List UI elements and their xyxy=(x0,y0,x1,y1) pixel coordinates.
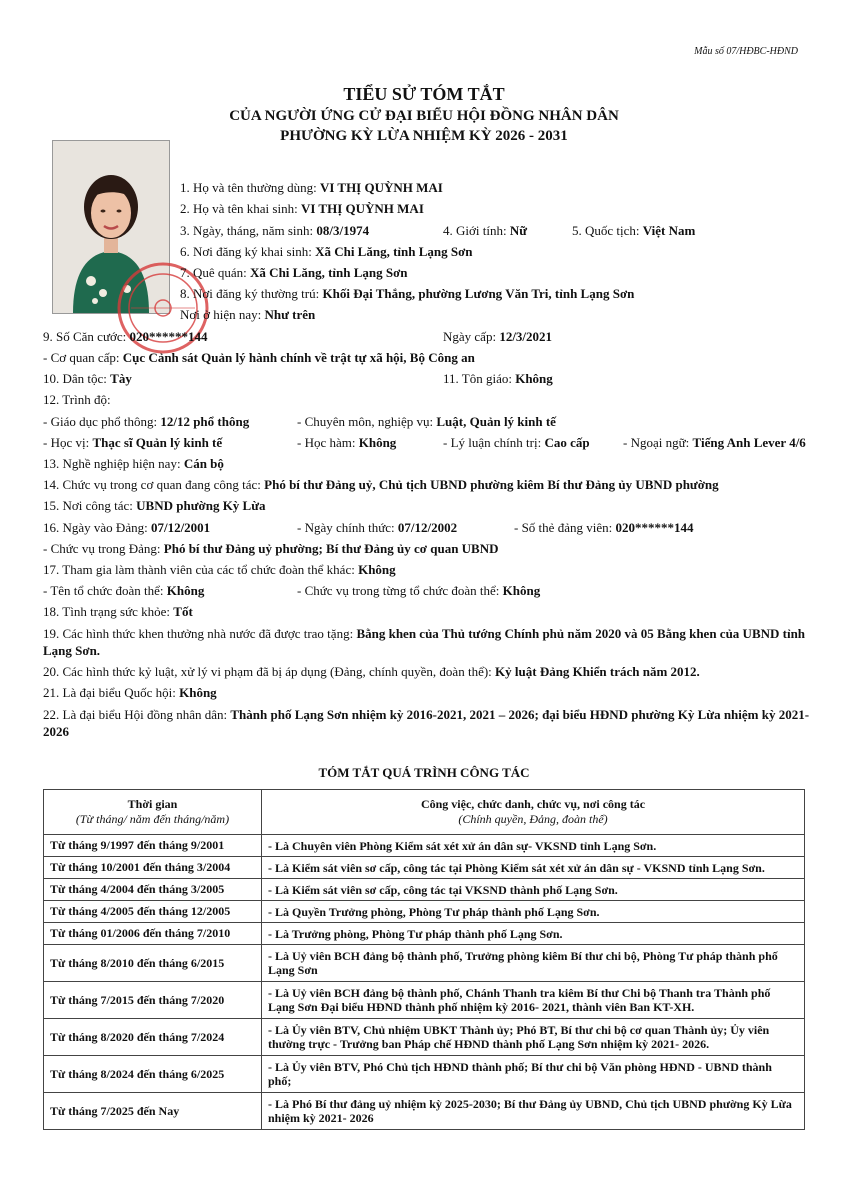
period-cell: Từ tháng 8/2024 đến tháng 6/2025 xyxy=(44,1056,262,1093)
period-cell: Từ tháng 01/2006 đến tháng 7/2010 xyxy=(44,923,262,945)
period-cell: Từ tháng 4/2004 đến tháng 3/2005 xyxy=(44,879,262,901)
field-health: 18. Tình trạng sức khỏe: Tốt xyxy=(43,604,193,619)
field-common-name: 1. Họ và tên thường dùng: VI THỊ QUỲNH MAI xyxy=(180,180,443,195)
description-cell: - Là Kiểm sát viên sơ cấp, công tác tại VKSND thành phố Lạng Sơn. xyxy=(262,879,805,901)
period-cell: Từ tháng 9/1997 đến tháng 9/2001 xyxy=(44,835,262,857)
table-row xyxy=(44,1056,805,1093)
table-row xyxy=(44,835,805,857)
field-hometown: 7. Quê quán: Xã Chi Lăng, tỉnh Lạng Sơn xyxy=(180,265,408,280)
period-cell: Từ tháng 8/2010 đến tháng 6/2015 xyxy=(44,945,262,982)
field-awards: 19. Các hình thức khen thưởng nhà nước đã được trao tặng: Bằng khen của Thủ tướng Chính phủ năm 2020 và 05 Bằng khen của UBND tỉnh Lạng Sơn. xyxy=(43,626,806,658)
field-workplace: 15. Nơi công tác: UBND phường Kỳ Lừa xyxy=(43,498,266,513)
field-other-organizations: 17. Tham gia làm thành viên của các tổ chức đoàn thể khác: Không xyxy=(43,562,396,577)
document-subtitle-2: PHƯỜNG KỲ LỪA NHIỆM KỲ 2026 - 2031 xyxy=(280,128,568,144)
field-issuer: - Cơ quan cấp: Cục Cảnh sát Quản lý hành chính về trật tự xã hội, Bộ Công an xyxy=(43,350,475,365)
period-cell: Từ tháng 10/2001 đến tháng 3/2004 xyxy=(44,857,262,879)
field-organization-name: - Tên tổ chức đoàn thể: Không xyxy=(43,583,205,598)
field-current-residence: Nơi ở hiện nay: Như trên xyxy=(180,307,316,322)
work-history-table xyxy=(43,789,805,1130)
field-general-education: - Giáo dục phổ thông: 12/12 phổ thông xyxy=(43,414,250,429)
field-qualifications-heading: 12. Trình độ: xyxy=(43,392,111,407)
col-period-title: Thời gian xyxy=(127,797,178,811)
col-period-header xyxy=(44,790,262,835)
description-cell: - Là Quyền Trưởng phòng, Phòng Tư pháp thành phố Lạng Sơn. xyxy=(262,901,805,923)
history-section-title: TÓM TẮT QUÁ TRÌNH CÔNG TÁC xyxy=(318,765,530,780)
description-cell: - Là Uỷ viên BCH đảng bộ thành phố, Trưởng phòng kiêm Bí thư chi bộ, Phòng Tư pháp thành phố Lạng Sơn xyxy=(262,945,805,982)
field-permanent-address: 8. Nơi đăng ký thường trú: Khối Đại Thắng, phường Lương Văn Tri, tỉnh Lạng Sơn xyxy=(180,286,635,301)
field-foreign-language: - Ngoại ngữ: Tiếng Anh Lever 4/6 xyxy=(623,435,806,450)
col-description-title: Công việc, chức danh, chức vụ, nơi công tác xyxy=(420,797,646,811)
table-row xyxy=(44,923,805,945)
field-academic-degree: - Học vị: Thạc sĩ Quản lý kinh tế xyxy=(43,435,223,450)
field-birth-date: 3. Ngày, tháng, năm sinh: 08/3/1974 xyxy=(180,223,370,238)
field-gender: 4. Giới tính: Nữ xyxy=(443,223,528,238)
table-row xyxy=(44,879,805,901)
table-row xyxy=(44,945,805,982)
col-description-subtitle: (Chính quyền, Đảng, đoàn thể) xyxy=(458,812,608,826)
field-id-number: 9. Số Căn cước: 020******144 xyxy=(43,329,208,344)
field-peoples-council: 22. Là đại biểu Hội đồng nhân dân: Thành phố Lạng Sơn nhiệm kỳ 2016-2021, 2021 – 2026; đại biểu HĐND phường Kỳ Lừa nhiệm kỳ 2021- 2026 xyxy=(43,707,810,739)
description-cell: - Là Ủy viên BTV, Phó Chủ tịch HĐND thành phố; Bí thư chi bộ Văn phòng HĐND - UBND thành phố; xyxy=(262,1056,805,1093)
description-cell: - Là Chuyên viên Phòng Kiểm sát xét xử án dân sự- VKSND tỉnh Lạng Sơn. xyxy=(262,835,805,857)
field-birth-name: 2. Họ và tên khai sinh: VI THỊ QUỲNH MAI xyxy=(180,201,424,216)
table-row xyxy=(44,857,805,879)
field-academic-rank: - Học hàm: Không xyxy=(297,435,397,450)
form-number: Mẫu số 07/HĐBC-HĐND xyxy=(694,46,798,57)
field-religion: 11. Tôn giáo: Không xyxy=(443,371,553,386)
description-cell: - Là Trưởng phòng, Phòng Tư pháp thành phố Lạng Sơn. xyxy=(262,923,805,945)
field-discipline: 20. Các hình thức kỷ luật, xử lý vi phạm đã bị áp dụng (Đảng, chính quyền, đoàn thể): Kỷ luật Đảng Khiển trách năm 2012. xyxy=(43,664,700,679)
table-row xyxy=(44,1019,805,1056)
field-party-card-number: - Số thẻ đảng viên: 020******144 xyxy=(514,520,694,535)
field-current-position: 14. Chức vụ trong cơ quan đang công tác: Phó bí thư Đảng uỷ, Chủ tịch UBND phường kiêm Bí thư Đảng ủy UBND phường xyxy=(43,477,719,492)
period-cell: Từ tháng 8/2020 đến tháng 7/2024 xyxy=(44,1019,262,1056)
field-id-issue-date: Ngày cấp: 12/3/2021 xyxy=(443,329,553,344)
field-birth-place: 6. Nơi đăng ký khai sinh: Xã Chi Lăng, tỉnh Lạng Sơn xyxy=(180,244,473,259)
table-header-row xyxy=(44,790,805,835)
field-ethnicity: 10. Dân tộc: Tày xyxy=(43,371,132,386)
col-period-subtitle: (Từ tháng/ năm đến tháng/năm) xyxy=(75,812,230,826)
field-national-assembly: 21. Là đại biểu Quốc hội: Không xyxy=(43,685,217,700)
table-row xyxy=(44,982,805,1019)
field-party-join-date: 16. Ngày vào Đảng: 07/12/2001 xyxy=(43,520,211,535)
description-cell: - Là Kiểm sát viên sơ cấp, công tác tại Phòng Kiểm sát xét xử án dân sự - VKSND tỉnh Lạng Sơn. xyxy=(262,857,805,879)
field-organization-position: - Chức vụ trong từng tổ chức đoàn thể: Không xyxy=(297,583,541,598)
field-nationality: 5. Quốc tịch: Việt Nam xyxy=(572,223,696,238)
period-cell: Từ tháng 7/2015 đến tháng 7/2020 xyxy=(44,982,262,1019)
description-cell: - Là Uỷ viên BCH đảng bộ thành phố, Chánh Thanh tra kiêm Bí thư Chi bộ Thanh tra Thành phố Lạng Sơn Đại biểu HĐND thành phố nhiệm kỳ 2016- 2021, thành viên Ban KT-XH. xyxy=(262,982,805,1019)
document-subtitle-1: CỦA NGƯỜI ỨNG CỬ ĐẠI BIỂU HỘI ĐỒNG NHÂN DÂN xyxy=(229,108,619,124)
field-party-position: - Chức vụ trong Đảng: Phó bí thư Đảng uỷ phường; Bí thư Đảng ủy cơ quan UBND xyxy=(43,541,499,556)
field-specialization: - Chuyên môn, nghiệp vụ: Luật, Quản lý kinh tế xyxy=(297,414,556,429)
col-description-header xyxy=(262,790,805,835)
table-row xyxy=(44,1093,805,1130)
description-cell: - Là Ủy viên BTV, Chủ nhiệm UBKT Thành ủy; Phó BT, Bí thư chi bộ cơ quan Thành ủy; Ủy viên thường trực - Trưởng ban Pháp chế HĐND thành phố Lạng Sơn nhiệm kỳ 2021- 2026. xyxy=(262,1019,805,1056)
field-occupation: 13. Nghề nghiệp hiện nay: Cán bộ xyxy=(43,456,224,471)
period-cell: Từ tháng 7/2025 đến Nay xyxy=(44,1093,262,1130)
table-row xyxy=(44,901,805,923)
description-cell: - Là Phó Bí thư đảng uỷ nhiệm kỳ 2025-2030; Bí thư Đảng ủy UBND, Chủ tịch UBND phường Kỳ Lừa nhiệm kỳ 2021- 2026 xyxy=(262,1093,805,1130)
field-party-official-date: - Ngày chính thức: 07/12/2002 xyxy=(297,520,458,535)
document-title: TIỂU SỬ TÓM TẮT xyxy=(343,84,505,104)
period-cell: Từ tháng 4/2005 đến tháng 12/2005 xyxy=(44,901,262,923)
field-political-theory: - Lý luận chính trị: Cao cấp xyxy=(443,435,590,450)
document-header xyxy=(0,82,848,146)
